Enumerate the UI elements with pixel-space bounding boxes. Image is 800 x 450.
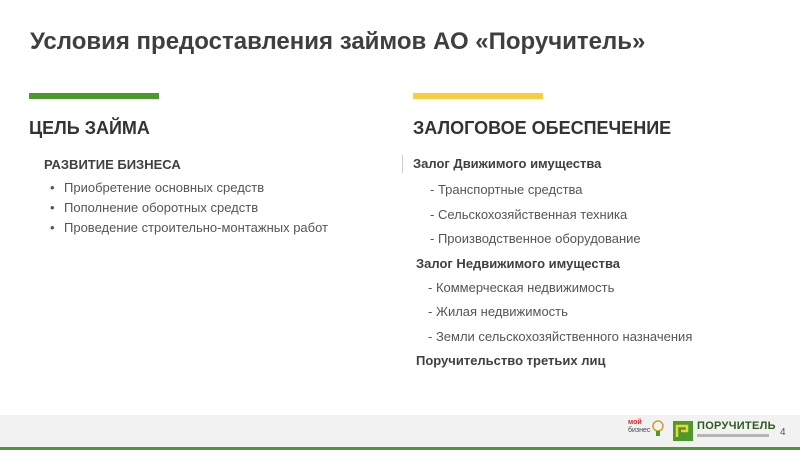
bullet-icon: • — [50, 200, 55, 215]
loan-purpose-heading: ЦЕЛЬ ЗАЙМА — [29, 118, 150, 138]
list-item: - Жилая недвижимость — [428, 304, 568, 319]
bullet-icon: • — [50, 220, 55, 235]
lightbulb-icon — [652, 420, 664, 438]
poruchitel-logo-text: ПОРУЧИТЕЛЬ — [697, 420, 776, 432]
page-number: 4 — [780, 427, 786, 438]
business-development-subheading: РАЗВИТИЕ БИЗНЕСА — [44, 157, 181, 172]
left-accent-bar — [29, 93, 159, 99]
movable-property-title: Залог Движимого имущества — [413, 156, 602, 171]
loan-purpose-list — [50, 178, 328, 238]
logo-tagline-bar — [697, 434, 769, 437]
list-item: - Коммерческая недвижимость — [428, 280, 615, 295]
collateral-heading: ЗАЛОГОВОЕ ОБЕСПЕЧЕНИЕ — [413, 118, 672, 138]
moi-biznes-logo: мой бизнес — [628, 419, 651, 434]
slide-title: Условия предоставления займов АО «Поручитель» — [30, 28, 646, 55]
list-item: • Приобретение основных средств — [50, 178, 328, 198]
list-item: - Сельскохозяйственная техника — [430, 207, 628, 222]
list-item: • Пополнение оборотных средств — [50, 198, 328, 218]
right-accent-bar — [413, 93, 543, 99]
list-item: • Проведение строительно-монтажных работ — [50, 218, 328, 238]
third-party-guarantee: Поручительство третьих лиц — [416, 353, 606, 368]
list-item: - Земли сельскохозяйственного назначения — [428, 329, 693, 344]
immovable-property-title: Залог Недвижимого имущества — [416, 256, 621, 271]
list-item: - Производственное оборудование — [430, 231, 641, 246]
column-divider — [402, 155, 403, 173]
poruchitel-logo-icon — [673, 421, 693, 441]
bullet-icon: • — [50, 180, 55, 195]
list-item: - Транспортные средства — [430, 182, 583, 197]
